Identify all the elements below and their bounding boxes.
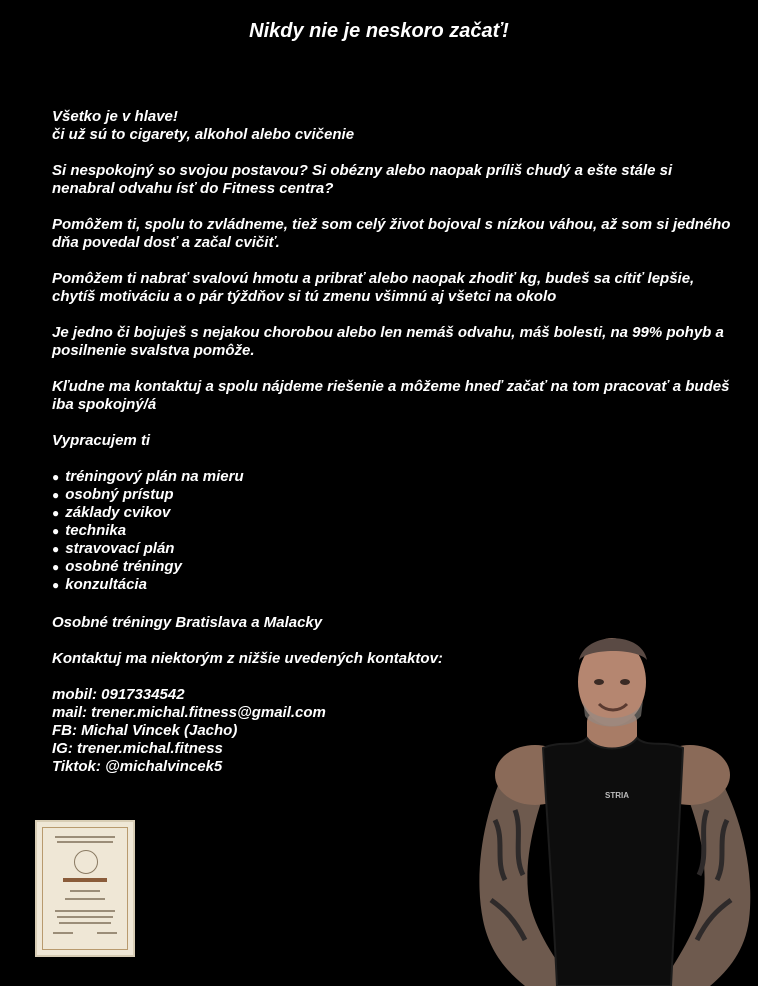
certificate-signature	[97, 932, 117, 934]
contact-invite-paragraph: Kľudne ma kontaktuj a spolu nájdeme riešenie a môžeme hneď začať na tom pracovať a budeš iba spokojný/á	[52, 378, 730, 413]
service-item: ● technika	[52, 522, 732, 540]
tank-top	[543, 738, 683, 986]
email-contact[interactable]: mail: trener.michal.fitness@gmail.com	[52, 704, 326, 721]
services-heading: Vypracujem ti	[52, 432, 151, 449]
certificate-text-line	[59, 922, 111, 924]
service-item: ● osobný prístup	[52, 486, 732, 504]
health-paragraph: Je jedno či bojuješ s nejakou chorobou alebo len nemáš odvahu, máš bolesti, na 99% pohyb a posilnenie svalstva pomôže.	[52, 324, 724, 359]
instagram-contact[interactable]: IG: trener.michal.fitness	[52, 740, 223, 757]
left-eye	[594, 679, 604, 685]
muscle-paragraph: Pomôžem ti nabrať svalovú hmotu a pribrať alebo naopak zhodiť kg, budeš sa cítiť lepšie, chytíš motiváciu a o pár týždňov si tú zmenu všimnú aj všetci na okolo	[52, 270, 695, 305]
certificate-text-line	[55, 910, 115, 912]
certificate-text-line	[55, 836, 115, 838]
question-paragraph: Si nespokojný so svojou postavou? Si obézny alebo naopak príliš chudý a ešte stále si nenabral odvahu ísť do Fitness centra?	[52, 162, 673, 197]
service-item: ● stravovací plán	[52, 540, 732, 558]
page-title: Nikdy nie je neskoro začať!	[249, 20, 509, 42]
right-eye	[620, 679, 630, 685]
help-paragraph: Pomôžem ti, spolu to zvládneme, tiež som celý život bojoval s nízkou váhou, až som si jedného dňa povedal dosť a začal cvičiť.	[52, 216, 731, 251]
tiktok-contact[interactable]: Tiktok: @michalvincek5	[52, 758, 223, 775]
phone-contact[interactable]: mobil: 0917334542	[52, 686, 185, 703]
service-item: ● konzultácia	[52, 576, 732, 594]
locations-text: Osobné tréningy Bratislava a Malacky	[52, 614, 323, 631]
certificate-text-line	[65, 898, 105, 900]
services-list	[52, 468, 732, 594]
service-item: ● základy cvikov	[52, 504, 732, 522]
certificate-heading-mark	[63, 878, 107, 882]
shirt-logo-text: STRIA	[605, 791, 629, 800]
trainer-photo	[465, 620, 758, 986]
service-item: ● osobné tréningy	[52, 558, 732, 576]
facebook-contact[interactable]: FB: Michal Vincek (Jacho)	[52, 722, 238, 739]
certificate-text-line	[57, 916, 113, 918]
certificate-image	[35, 820, 135, 957]
contact-intro: Kontaktuj ma niektorým z nižšie uvedených kontaktov:	[52, 650, 443, 667]
certificate-text-line	[57, 841, 113, 843]
intro-paragraph: Všetko je v hlave! či už sú to cigarety, alkohol alebo cvičenie	[52, 108, 355, 143]
service-item: ● tréningový plán na mieru	[52, 468, 732, 486]
certificate-signature	[53, 932, 73, 934]
certificate-seal	[74, 850, 98, 874]
certificate-text-line	[70, 890, 100, 892]
